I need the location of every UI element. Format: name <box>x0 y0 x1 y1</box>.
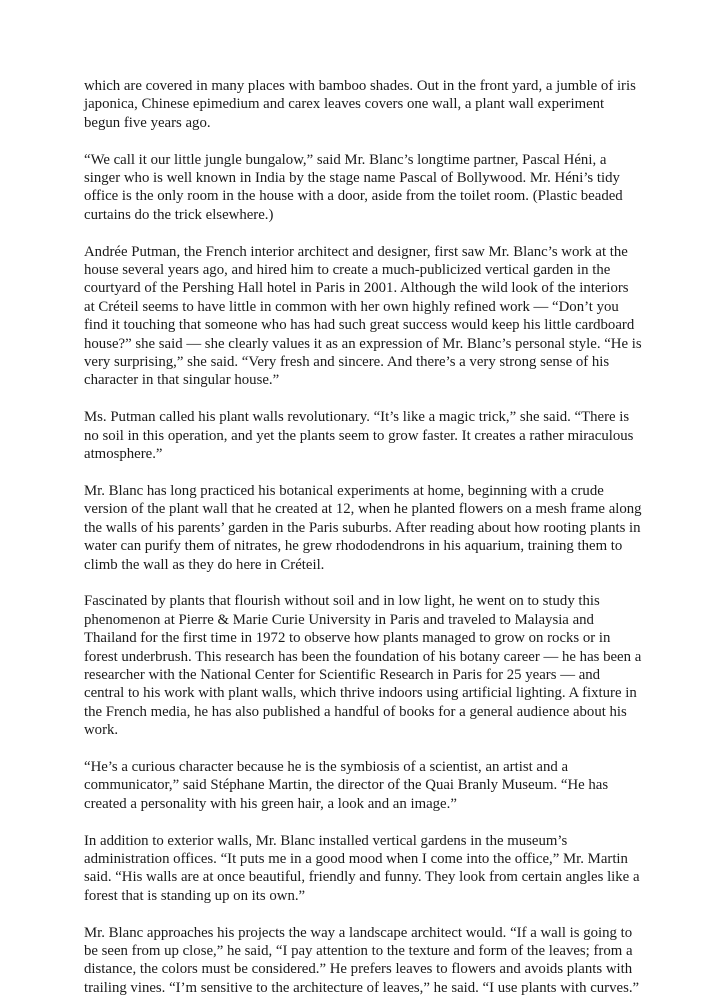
article-body <box>84 77 707 997</box>
paragraph: In addition to exterior walls, Mr. Blanc installed vertical gardens in the museum’s administration offices. “It puts me in a good mood when I come into the office,” Mr. Martin said. “His walls are at once beautiful, friendly and funny. They look from certain angles like a forest that is standing up on its own.” <box>84 832 640 904</box>
paragraph: Mr. Blanc has long practiced his botanical experiments at home, beginning with a crude version of the plant wall that he created at 12, when he planted flowers on a mesh frame along the walls of his parents’ garden in the Paris suburbs. After reading about how rooting plants in water can purify them of nitrates, he grew rhododendrons in his aquarium, training them to climb the wall as they do here in Créteil. <box>84 482 642 573</box>
paragraph: Ms. Putman called his plant walls revolutionary. “It’s like a magic trick,” she said. “There is no soil in this operation, and yet the plants seem to grow faster. It creates a rather miraculous atmosphere.” <box>84 409 634 463</box>
paragraph: Andrée Putman, the French interior architect and designer, first saw Mr. Blanc’s work at the house several years ago, and hired him to create a much-publicized vertical garden in the courtyard of the Pershing Hall hotel in Paris in 2001. Although the wild look of the interiors at Créteil seems to have little in common with her own highly refined work — “Don’t you find it touching that someone who has had such great success would keep his little cardboard house?” she said — she clearly values it as an expression of Mr. Blanc’s personal style. “He is very surprising,” she said. “Very fresh and sincere. And there’s a very strong sense of his character in that singular house.” <box>84 243 642 389</box>
paragraph: “We call it our little jungle bungalow,” said Mr. Blanc’s longtime partner, Pascal Héni, a singer who is well known in India by the stage name Pascal of Bollywood. Mr. Héni’s tidy office is the only room in the house with a door, aside from the toilet room. (Plastic beaded curtains do the trick elsewhere.) <box>84 151 623 223</box>
paragraph: Mr. Blanc approaches his projects the way a landscape architect would. “If a wall is going to be seen from up close,” he said, “I pay attention to the texture and form of the leaves; from a distance, the colors must be considered.” He prefers leaves to flowers and avoids plants with trailing vines. “I’m sensitive to the architecture of leaves,” he said. “I use plants with curves.” <box>84 924 640 996</box>
paragraph: “He’s a curious character because he is the symbiosis of a scientist, an artist and a communicator,” said Stéphane Martin, the director of the Quai Branly Museum. “He has created a personality with his green hair, a look and an image.” <box>84 758 609 812</box>
paragraph: which are covered in many places with bamboo shades. Out in the front yard, a jumble of iris japonica, Chinese epimedium and carex leaves covers one wall, a plant wall experiment begun five years ago. <box>84 78 636 131</box>
paragraph: Fascinated by plants that flourish without soil and in low light, he went on to study this phenomenon at Pierre & Marie Curie University in Paris and traveled to Malaysia and Thailand for the first time in 1972 to observe how plants managed to grow on rocks or in forest underbrush. This research has been the foundation of his botany career — he has been a researcher with the National Center for Scientific Research in Paris for 25 years — and central to his work with plant walls, which thrive indoors using artificial lighting. A fixture in the French media, he has also published a handful of books for a general audience about his work. <box>84 593 642 739</box>
